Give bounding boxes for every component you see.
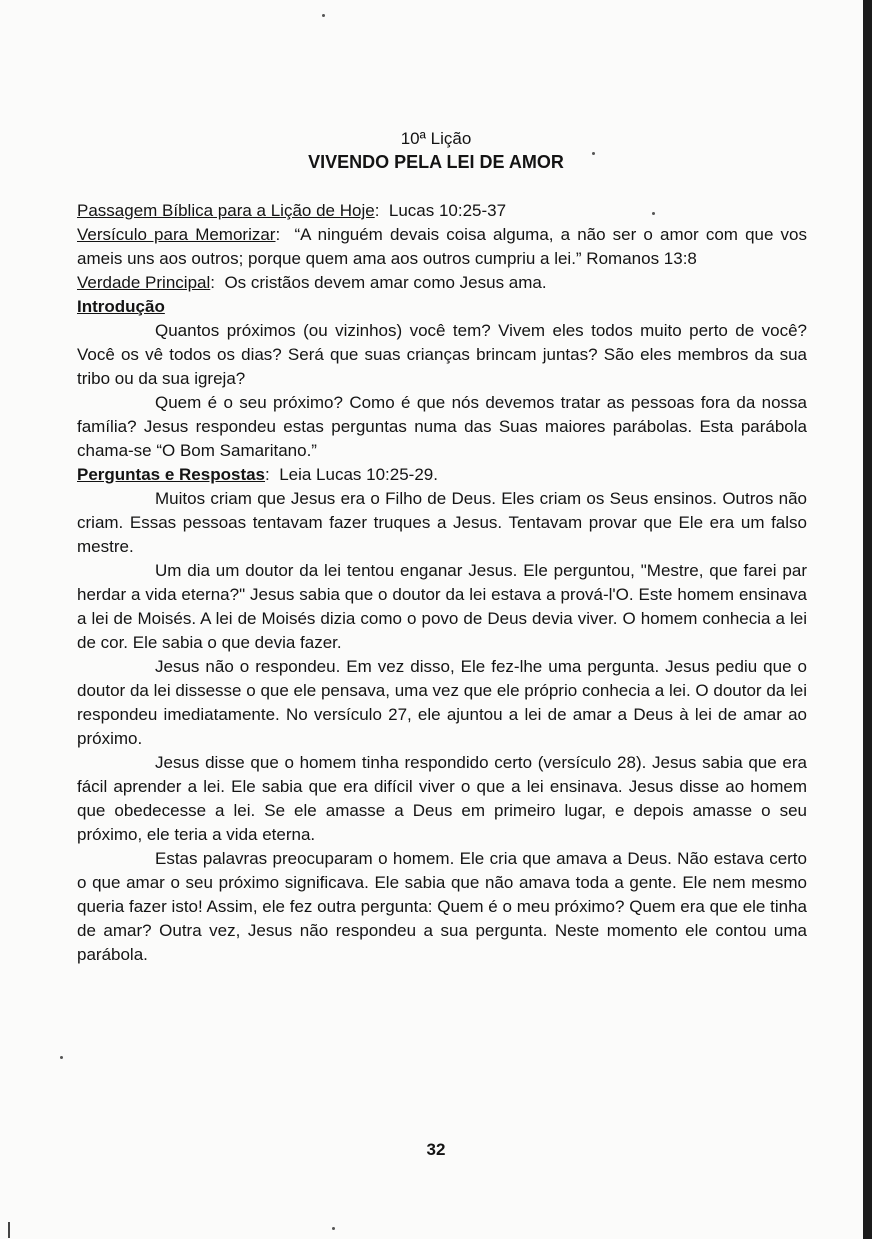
qa-paragraph: Jesus disse que o homem tinha respondido certo (versículo 28). Jesus sabia que era fácil aprender a lei. Ele sabia que era difícil viver o que a lei ensinava. Jesus disse ao homem que obedecesse a lei. Se ele amasse a Deus em primeiro lugar, e depois amasse o seu próximo, ele teria a vida eterna. (77, 753, 807, 844)
scan-speck (322, 14, 325, 17)
main-truth-text: Os cristãos devem amar como Jesus ama. (224, 273, 547, 292)
questions-answers-line: Perguntas e Respostas: Leia Lucas 10:25-29. (77, 465, 438, 484)
lesson-number: 10ª Lição (400, 129, 472, 148)
scan-page-edge (863, 0, 872, 1239)
page-number: 32 (426, 1140, 446, 1159)
passage-label: Passagem Bíblica para a Lição de Hoje (77, 201, 375, 220)
lesson-title: VIVENDO PELA LEI DE AMOR (308, 152, 564, 172)
introduction-paragraph: Quantos próximos (ou vizinhos) você tem? Vivem eles todos muito perto de você? Você os vê todos os dias? Será que suas crianças brincam juntas? São eles membros da sua tribo ou da sua igreja? (77, 321, 807, 388)
scan-speck (60, 1056, 63, 1059)
scan-edge-mark (8, 1222, 10, 1238)
memory-verse: Versículo para Memorizar: “A ninguém devais coisa alguma, a não ser o amor com que vos ameis uns aos outros; porque quem ama aos outros cumpriu a lei.” Romanos 13:8 (77, 225, 808, 268)
questions-answers-heading: Perguntas e Respostas (77, 465, 266, 484)
qa-paragraph: Muitos criam que Jesus era o Filho de Deus. Eles criam os Seus ensinos. Outros não criam. Essas pessoas tentavam fazer truques a Jesus. Tentavam provar que Ele era um falso mestre. (77, 489, 807, 556)
questions-answers-reference: Leia Lucas 10:25-29. (279, 465, 438, 484)
qa-paragraph: Estas palavras preocuparam o homem. Ele cria que amava a Deus. Não estava certo o que amar o seu próximo significava. Ele sabia que não amava toda a gente. Ele nem mesmo queria fazer isto! Assim, ele fez outra pergunta: Quem é o meu próximo? Quem era que ele tinha de amar? Outra vez, Jesus não respondeu a sua pergunta. Neste momento ele contou uma parábola. (77, 849, 807, 964)
qa-paragraph: Um dia um doutor da lei tentou enganar Jesus. Ele perguntou, "Mestre, que farei par herdar a vida eterna?" Jesus sabia que o doutor da lei estava a prová-l'O. Este homem ensinava a lei de Moisés. A lei de Moisés dizia como o povo de Deus devia viver. O homem conhecia a lei de cor. Ele sabia o que devia fazer. (77, 561, 807, 652)
qa-paragraph: Jesus não o respondeu. Em vez disso, Ele fez-lhe uma pergunta. Jesus pediu que o doutor da lei dissesse o que ele pensava, uma vez que ele próprio conhecia a lei. O doutor da lei respondeu imediatamente. No versículo 27, ele ajuntou a lei de amar a Deus à lei de amar ao próximo. (77, 657, 807, 748)
passage-line: Passagem Bíblica para a Lição de Hoje: Lucas 10:25-37 (77, 201, 507, 220)
memory-verse-label: Versículo para Memorizar (77, 225, 276, 244)
introduction-heading: Introdução (77, 297, 165, 316)
scan-speck (332, 1227, 335, 1230)
main-truth: Verdade Principal: Os cristãos devem amar como Jesus ama. (77, 273, 547, 292)
lesson-content (77, 199, 807, 967)
introduction-paragraph: Quem é o seu próximo? Como é que nós devemos tratar as pessoas fora da nossa família? Jesus respondeu estas perguntas numa das Suas maiores parábolas. Esta parábola chama-se “O Bom Samaritano.” (77, 393, 807, 460)
passage-text: Lucas 10:25-37 (388, 201, 507, 220)
memory-verse-text: “A ninguém devais coisa alguma, a não ser o amor com que vos ameis uns aos outros; porque quem ama aos outros cumpriu a lei.” Romanos 13:8 (77, 225, 808, 268)
main-truth-label: Verdade Principal (77, 273, 211, 292)
